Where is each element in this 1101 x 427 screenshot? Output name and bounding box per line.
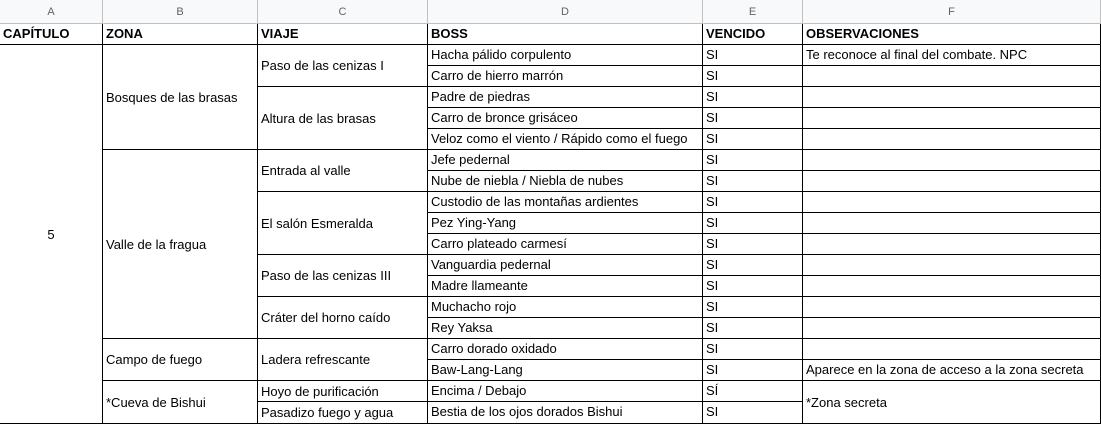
boss-cell[interactable]: Nube de niebla / Niebla de nubes [428, 171, 703, 192]
trip-cell[interactable] [258, 339, 428, 381]
boss-cell[interactable]: Pez Ying-Yang [428, 213, 703, 234]
trip-label: El salón Esmeralda [261, 215, 373, 231]
vencido-cell[interactable]: SI [703, 171, 803, 192]
boss-cell[interactable]: Jefe pedernal [428, 150, 703, 171]
observaciones-merged-text: *Zona secreta [806, 394, 887, 410]
trip-cell[interactable] [258, 192, 428, 255]
vencido-cell[interactable]: SI [703, 192, 803, 213]
observaciones-cell[interactable] [803, 213, 1101, 234]
chapter-value: 5 [47, 226, 55, 242]
boss-cell[interactable]: Muchacho rojo [428, 297, 703, 318]
trip-cell[interactable] [258, 381, 428, 402]
boss-cell[interactable]: Bestia de los ojos dorados Bishui [428, 402, 703, 424]
trip-cell[interactable] [258, 87, 428, 150]
header-viaje[interactable]: VIAJE [258, 24, 428, 45]
column-header-d[interactable]: D [428, 0, 703, 24]
observaciones-cell[interactable]: Te reconoce al final del combate. NPC [803, 45, 1101, 66]
vencido-cell[interactable]: SI [703, 87, 803, 108]
observaciones-cell[interactable] [803, 234, 1101, 255]
observaciones-cell[interactable] [803, 297, 1101, 318]
boss-cell[interactable]: Madre llameante [428, 276, 703, 297]
boss-cell[interactable]: Carro de hierro marrón [428, 66, 703, 87]
column-header-a[interactable]: A [0, 0, 103, 24]
observaciones-cell[interactable] [803, 192, 1101, 213]
boss-cell[interactable]: Encima / Debajo [428, 381, 703, 402]
boss-cell[interactable]: Baw-Lang-Lang [428, 360, 703, 381]
vencido-cell[interactable]: SI [703, 108, 803, 129]
column-header-b[interactable]: B [103, 0, 258, 24]
observaciones-cell[interactable] [803, 129, 1101, 150]
zone-cell[interactable] [103, 150, 258, 339]
zone-cell[interactable] [103, 339, 258, 381]
vencido-cell[interactable]: SI [703, 297, 803, 318]
trip-label: Cráter del horno caído [261, 310, 391, 325]
observaciones-cell[interactable] [803, 276, 1101, 297]
vencido-cell[interactable]: SI [703, 234, 803, 255]
chapter-cell[interactable] [0, 45, 103, 424]
column-header-c[interactable]: C [258, 0, 428, 24]
trip-cell[interactable] [258, 150, 428, 192]
header-observaciones[interactable]: OBSERVACIONES [803, 24, 1101, 45]
boss-cell[interactable]: Rey Yaksa [428, 318, 703, 339]
vencido-cell[interactable]: SI [703, 129, 803, 150]
zone-label: *Cueva de Bishui [106, 394, 206, 410]
vencido-cell[interactable]: SI [703, 66, 803, 87]
boss-cell[interactable]: Vanguardia pedernal [428, 255, 703, 276]
boss-cell[interactable]: Hacha pálido corpulento [428, 45, 703, 66]
vencido-cell[interactable]: SI [703, 402, 803, 424]
boss-cell[interactable]: Carro plateado carmesí [428, 234, 703, 255]
zone-label: Bosques de las brasas [106, 89, 238, 105]
zone-label: Campo de fuego [106, 352, 203, 367]
vencido-cell[interactable]: SI [703, 360, 803, 381]
header-vencido[interactable]: VENCIDO [703, 24, 803, 45]
column-header-e[interactable]: E [703, 0, 803, 24]
vencido-cell[interactable]: SI [703, 276, 803, 297]
trip-label: Ladera refrescante [261, 352, 371, 367]
trip-label: Paso de las cenizas III [261, 268, 392, 283]
trip-cell[interactable] [258, 297, 428, 339]
boss-cell[interactable]: Carro de bronce grisáceo [428, 108, 703, 129]
zone-cell[interactable] [103, 381, 258, 424]
boss-cell[interactable]: Padre de piedras [428, 87, 703, 108]
observaciones-cell[interactable] [803, 108, 1101, 129]
vencido-cell[interactable]: SI [703, 339, 803, 360]
vencido-cell[interactable]: SI [703, 150, 803, 171]
header-zona[interactable]: ZONA [103, 24, 258, 45]
observaciones-cell[interactable] [803, 339, 1101, 360]
trip-label: Hoyo de purificación [261, 383, 379, 399]
observaciones-cell[interactable]: Aparece en la zona de acceso a la zona secreta [803, 360, 1101, 381]
trip-cell[interactable] [258, 45, 428, 87]
observaciones-cell[interactable] [803, 255, 1101, 276]
observaciones-cell[interactable] [803, 150, 1101, 171]
vencido-cell[interactable]: SÍ [703, 381, 803, 402]
boss-cell[interactable]: Veloz como el viento / Rápido como el fuego [428, 129, 703, 150]
zone-label: Valle de la fragua [106, 236, 207, 252]
observaciones-cell[interactable] [803, 318, 1101, 339]
zone-cell[interactable] [103, 45, 258, 150]
trip-label: Entrada al valle [261, 163, 351, 178]
vencido-cell[interactable]: SI [703, 45, 803, 66]
trip-label: Paso de las cenizas I [261, 58, 384, 73]
trip-label: Pasadizo fuego y agua [261, 405, 394, 420]
trip-label: Altura de las brasas [261, 110, 376, 126]
trip-cell[interactable] [258, 255, 428, 297]
header-boss[interactable]: BOSS [428, 24, 703, 45]
boss-cell[interactable]: Custodio de las montañas ardientes [428, 192, 703, 213]
observaciones-cell[interactable] [803, 171, 1101, 192]
observaciones-merged-cell[interactable] [803, 381, 1101, 424]
boss-cell[interactable]: Carro dorado oxidado [428, 339, 703, 360]
vencido-cell[interactable]: SI [703, 213, 803, 234]
observaciones-cell[interactable] [803, 87, 1101, 108]
observaciones-cell[interactable] [803, 66, 1101, 87]
header-capitulo[interactable]: CAPÍTULO [0, 24, 103, 45]
column-header-f[interactable]: F [803, 0, 1101, 24]
trip-cell[interactable] [258, 402, 428, 424]
vencido-cell[interactable]: SI [703, 255, 803, 276]
vencido-cell[interactable]: SI [703, 318, 803, 339]
